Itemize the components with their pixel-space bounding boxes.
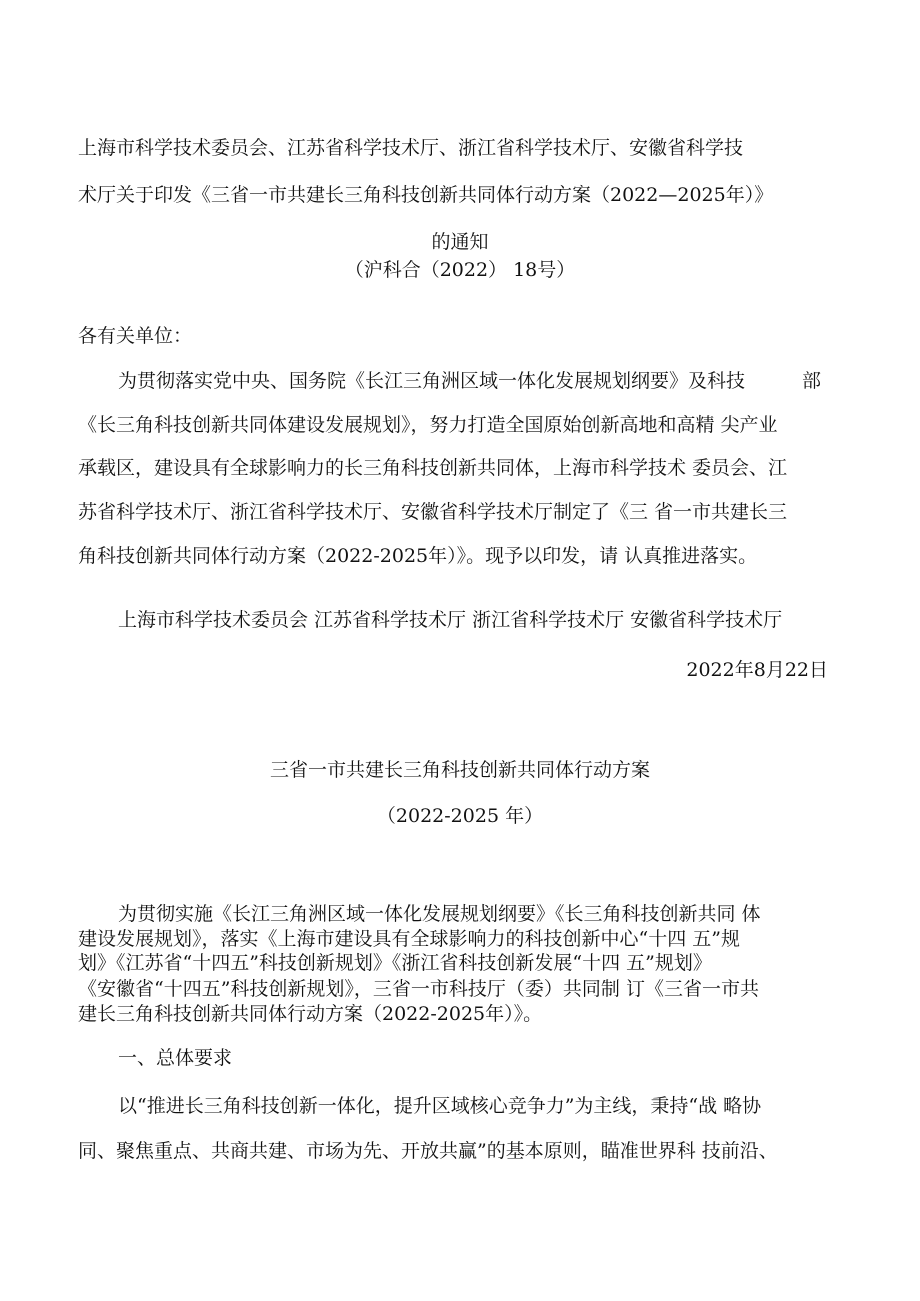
- doc-number: （沪科合（2022） 18号）: [344, 259, 576, 281]
- section-1-line-2: 同、聚焦重点、共商共建、市场为先、开放共赢”的基本原则，瞄准世界科 技前沿、: [78, 1140, 778, 1162]
- notice-body-line-5: 角科技创新共同体行动方案（2022-2025年）》。现予以印发，请 认真推进落实。: [78, 545, 758, 567]
- notice-body-line-2: 《长三角科技创新共同体建设发展规划》，努力打造全国原始创新高地和高精 尖产业: [78, 414, 778, 436]
- plan-intro-line-1: 为贯彻实施《长江三角洲区域一体化发展规划纲要》《长三角科技创新共同 体: [118, 903, 761, 925]
- signatories: 上海市科学技术委员会 江苏省科学技术厅 浙江省科学技术厅 安徽省科学技术厅: [118, 609, 783, 631]
- notice-date: 2022年8月22日: [686, 659, 828, 681]
- plan-intro-line-2: 建设发展规划》，落实《上海市建设具有全球影响力的科技创新中心“十四 五”规: [78, 928, 740, 950]
- notice-title-line-2: 术厅关于印发《三省一市共建长三角科技创新共同体行动方案（2022—2025年）》: [78, 184, 774, 206]
- section-1-line-1: 以“推进长三角科技创新一体化，提升区域核心竞争力”为主线，秉持“战 略协: [118, 1095, 762, 1117]
- plan-title: 三省一市共建长三角科技创新共同体行动方案: [269, 759, 650, 781]
- plan-intro-line-5: 建长三角科技创新共同体行动方案（2022-2025年）》。: [78, 1003, 543, 1025]
- salutation: 各有关单位：: [78, 325, 193, 347]
- plan-intro-line-3: 划》《江苏省“十四五”科技创新规划》《浙江省科技创新发展“十四 五”规划》: [78, 952, 712, 974]
- notice-body-line-1: 为贯彻落实党中央、国务院《长江三角洲区域一体化发展规划纲要》及科技 部: [118, 370, 822, 392]
- notice-title-line-3: 的通知: [431, 231, 489, 253]
- plan-intro-line-4: 《安徽省“十四五”科技创新规划》，三省一市科技厅（委）共同制 订《三省一市共: [78, 978, 759, 1000]
- notice-title-line-1: 上海市科学技术委员会、江苏省科学技术厅、浙江省科学技术厅、安徽省科学技: [78, 137, 744, 159]
- section-1-heading: 一、总体要求: [118, 1047, 233, 1069]
- plan-period: （2022-2025 年）: [376, 805, 544, 827]
- notice-body-line-4: 苏省科学技术厅、浙江省科学技术厅、安徽省科学技术厅制定了《三 省一市共建长三: [78, 501, 788, 523]
- notice-body-line-3: 承载区，建设具有全球影响力的长三角科技创新共同体，上海市科学技术 委员会、江: [78, 457, 788, 479]
